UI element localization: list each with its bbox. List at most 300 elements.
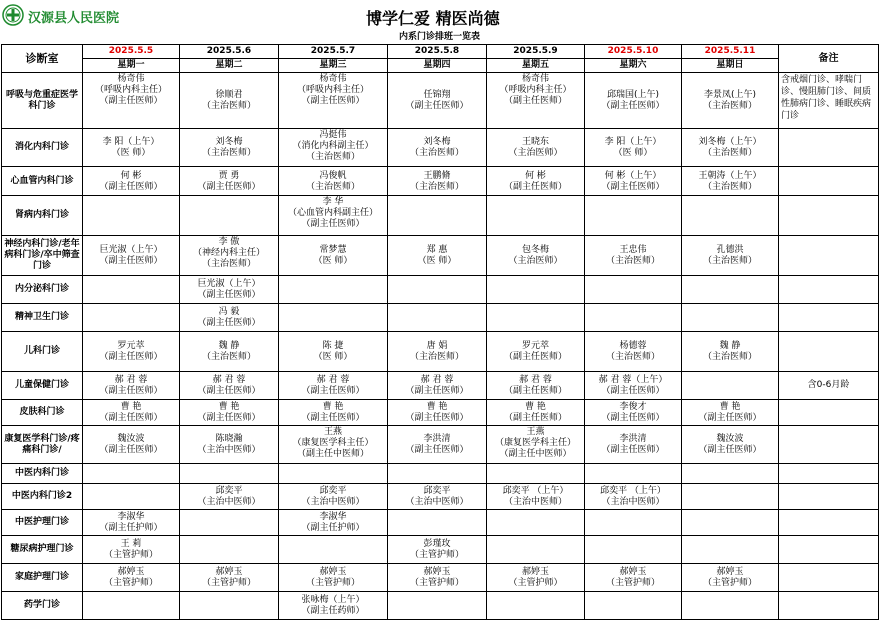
- cell-line: （主治医师）: [305, 181, 360, 192]
- schedule-cell: [83, 236, 180, 276]
- cell-line: （副主任医师）: [301, 96, 365, 106]
- schedule-cell: [279, 73, 388, 129]
- cell-line: 杨奇伟: [319, 74, 347, 84]
- schedule-cell: [180, 564, 279, 592]
- schedule-cell: [585, 536, 682, 564]
- cell-line: （主治医师）: [605, 352, 660, 362]
- schedule-cell: [682, 73, 779, 129]
- schedule-cell: [487, 129, 585, 167]
- cell-line: （副主任护师）: [99, 523, 163, 533]
- schedule-cell: [83, 592, 180, 620]
- schedule-row: [2, 73, 879, 129]
- schedule-cell: [279, 510, 388, 536]
- schedule-cell: [487, 196, 585, 236]
- schedule-cell: [682, 400, 779, 426]
- cell-line: 曹 艳: [426, 402, 448, 412]
- schedule-cell: [585, 304, 682, 332]
- schedule-cell: [682, 236, 779, 276]
- cell-line: 冯俊帆: [319, 170, 347, 181]
- dept-name: 中医护理门诊: [2, 510, 83, 536]
- weekday-header: 星期四: [388, 59, 487, 73]
- schedule-cell: [682, 129, 779, 167]
- cell-line: （副主任医师）: [301, 219, 365, 229]
- schedule-row: [2, 536, 879, 564]
- cell-line: 郝婷玉: [117, 567, 145, 577]
- cell-line: 李淑华: [117, 512, 145, 522]
- dept-name: 中医内科门诊: [2, 464, 83, 484]
- cell-line: 王 莉: [120, 539, 142, 549]
- schedule-cell: [487, 372, 585, 400]
- page-header: [0, 0, 879, 31]
- notes-cell: [779, 332, 879, 372]
- schedule-cell: [682, 464, 779, 484]
- cell-line: 罗元萃: [117, 341, 145, 351]
- weekday-header: 星期日: [682, 59, 779, 73]
- cell-line: （主治医师）: [201, 352, 256, 362]
- cell-line: （副主任医师）: [601, 386, 665, 396]
- cell-line: 曹 艳: [120, 402, 142, 412]
- schedule-row: [2, 464, 879, 484]
- schedule-cell: [585, 167, 682, 196]
- schedule-cell: [388, 236, 487, 276]
- cell-line: 王鹏脩: [423, 170, 451, 181]
- schedule-cell: [585, 129, 682, 167]
- schedule-row: [2, 236, 879, 276]
- schedule-cell: [83, 372, 180, 400]
- cell-line: （医 师）: [417, 256, 457, 266]
- cell-line: 任锦翔: [423, 90, 451, 100]
- schedule-cell: [279, 236, 388, 276]
- weekday-header: 星期三: [279, 59, 388, 73]
- schedule-cell: [682, 536, 779, 564]
- schedule-row: [2, 400, 879, 426]
- schedule-cell: [487, 400, 585, 426]
- schedule-cell: [585, 73, 682, 129]
- notes-cell: [779, 484, 879, 510]
- notes-cell: [779, 564, 879, 592]
- cell-line: 杨奇伟: [521, 74, 549, 84]
- dept-name: 儿童保健门诊: [2, 372, 83, 400]
- cell-line: 徐顺君: [215, 90, 243, 100]
- notes-cell: [779, 400, 879, 426]
- schedule-table: [1, 44, 879, 620]
- cell-line: 冯挺伟: [319, 130, 347, 140]
- cell-line: （副主任医师）: [197, 413, 261, 423]
- cell-line: 郝 君 蓉: [420, 375, 454, 385]
- schedule-title: 内系门诊排班一览表: [398, 32, 480, 42]
- cell-line: （主治医师）: [702, 101, 757, 111]
- schedule-cell: [487, 167, 585, 196]
- cell-line: （副主任医师）: [405, 445, 469, 455]
- schedule-cell: [388, 484, 487, 510]
- schedule-cell: [585, 564, 682, 592]
- dept-name: 内分泌科门诊: [2, 276, 83, 304]
- schedule-cell: [487, 236, 585, 276]
- schedule-cell: [180, 372, 279, 400]
- cell-line: 刘冬梅: [423, 137, 451, 147]
- notes-cell: [779, 592, 879, 620]
- schedule-cell: [487, 592, 585, 620]
- cell-line: （副主任医师）: [99, 181, 163, 192]
- dept-column-header: 诊断室: [2, 45, 83, 73]
- schedule-cell: [388, 167, 487, 196]
- weekday-header: 星期二: [180, 59, 279, 73]
- cell-line: 郝婷玉: [215, 567, 243, 577]
- cell-line: （副主任医师）: [301, 386, 365, 396]
- cell-line: 邱奕平: [215, 486, 243, 496]
- schedule-cell: [180, 129, 279, 167]
- cell-line: 李景凤(上午): [703, 90, 757, 100]
- cell-line: （副主任医师）: [405, 413, 469, 423]
- cell-line: 贾 勇: [218, 170, 240, 181]
- cell-line: （主治医师）: [702, 256, 757, 266]
- dept-name: 肾病内科门诊: [2, 196, 83, 236]
- cell-line: （呼吸内科主任）: [94, 85, 167, 95]
- schedule-cell: [388, 464, 487, 484]
- schedule-cell: [180, 73, 279, 129]
- schedule-row: [2, 510, 879, 536]
- cell-line: （主治医师）: [409, 181, 464, 192]
- schedule-cell: [487, 73, 585, 129]
- cell-line: 王忠伟: [619, 245, 647, 255]
- cell-line: 郝 君 蓉（上午）: [598, 375, 668, 385]
- cell-line: （副主任医师）: [99, 445, 163, 455]
- schedule-cell: [585, 426, 682, 464]
- cell-line: 何 彬: [120, 170, 142, 181]
- schedule-cell: [585, 372, 682, 400]
- schedule-cell: [487, 304, 585, 332]
- schedule-cell: [83, 400, 180, 426]
- notes-cell: 含戒烟门诊、哮喘门诊、慢阻肺门诊、间质性肺病门诊、睡眠疾病门诊: [779, 73, 879, 129]
- schedule-cell: [279, 304, 388, 332]
- schedule-cell: [180, 536, 279, 564]
- cell-line: 巨光淑（上午）: [197, 279, 261, 289]
- schedule-cell: [487, 536, 585, 564]
- dept-name: 神经内科门诊/老年病科门诊/卒中筛查门诊: [2, 236, 83, 276]
- cell-line: 邱瑞国(上午): [606, 90, 660, 100]
- schedule-cell: [388, 400, 487, 426]
- schedule-cell: [83, 464, 180, 484]
- cell-line: （主治中医师）: [601, 497, 665, 507]
- schedule-cell: [279, 464, 388, 484]
- schedule-row: [2, 276, 879, 304]
- cell-line: 王燕: [526, 427, 545, 437]
- schedule-cell: [180, 400, 279, 426]
- dept-name: 糖尿病护理门诊: [2, 536, 83, 564]
- cell-line: 刘冬梅（上午）: [698, 137, 762, 147]
- cell-line: （心血管内科副主任）: [287, 208, 378, 218]
- dept-name: 中医内科门诊2: [2, 484, 83, 510]
- cell-line: 郝婷玉: [319, 567, 347, 577]
- cell-line: （副主任医师）: [601, 101, 665, 111]
- schedule-cell: [388, 372, 487, 400]
- schedule-cell: [279, 372, 388, 400]
- cell-line: 郑 惠: [426, 245, 448, 255]
- schedule-cell: [585, 484, 682, 510]
- cell-line: （呼吸内科主任）: [499, 85, 572, 95]
- cell-line: 罗元萃: [521, 341, 549, 351]
- schedule-cell: [682, 592, 779, 620]
- schedule-cell: [83, 196, 180, 236]
- schedule-cell: [180, 484, 279, 510]
- notes-cell: [779, 276, 879, 304]
- cell-line: 邱奕平 （上午）: [502, 486, 569, 496]
- schedule-cell: [487, 426, 585, 464]
- schedule-cell: [585, 510, 682, 536]
- cell-line: （主治医师）: [702, 181, 757, 192]
- schedule-cell: [83, 536, 180, 564]
- dept-name: 康复医学科门诊/疼痛科门诊/: [2, 426, 83, 464]
- cell-line: 包冬梅: [521, 245, 549, 255]
- cell-line: （副主任医师）: [301, 413, 365, 423]
- dept-name: 精神卫生门诊: [2, 304, 83, 332]
- schedule-cell: [388, 536, 487, 564]
- schedule-cell: [682, 426, 779, 464]
- schedule-cell: [180, 236, 279, 276]
- cell-line: 曹 艳: [525, 402, 546, 412]
- cell-line: 李 傲: [218, 237, 240, 247]
- schedule-cell: [388, 129, 487, 167]
- cell-line: （主管护师）: [305, 578, 360, 588]
- schedule-cell: [180, 167, 279, 196]
- schedule-cell: [180, 304, 279, 332]
- cell-line: 陈晓瀚: [215, 434, 243, 444]
- cell-line: 王燕: [323, 427, 342, 437]
- cell-line: （副主任医师）: [601, 445, 665, 455]
- cell-line: （主治医师）: [409, 352, 464, 362]
- cell-line: （主治医师）: [508, 148, 563, 158]
- cell-line: （主管护师）: [409, 550, 464, 560]
- cell-line: （主管护师）: [103, 550, 158, 560]
- page-motto: 博学仁爱 精医尚德: [366, 9, 500, 28]
- schedule-cell: [180, 464, 279, 484]
- cell-line: （康复医学科主任）: [292, 438, 374, 448]
- schedule-cell: [682, 510, 779, 536]
- schedule-cell: [83, 276, 180, 304]
- cell-line: 孔德洪: [716, 245, 744, 255]
- schedule-cell: [180, 592, 279, 620]
- cell-line: 陈 捷: [322, 341, 344, 351]
- schedule-cell: [585, 236, 682, 276]
- cell-line: 郝婷玉: [716, 567, 744, 577]
- notes-cell: [779, 464, 879, 484]
- schedule-cell: [487, 464, 585, 484]
- cell-line: 曹 艳: [218, 402, 240, 412]
- schedule-cell: [388, 426, 487, 464]
- schedule-cell: [279, 426, 388, 464]
- schedule-cell: [487, 564, 585, 592]
- cell-line: 曹 艳: [322, 402, 344, 412]
- schedule-cell: [585, 464, 682, 484]
- cell-line: 李俊才: [619, 402, 647, 412]
- schedule-cell: [83, 129, 180, 167]
- cell-line: 邱奕平: [319, 486, 347, 496]
- cell-line: （副主任中医师）: [296, 449, 369, 459]
- cell-line: （主治中医师）: [197, 445, 261, 455]
- cell-line: （医 师）: [313, 256, 353, 266]
- cell-line: （主治医师）: [305, 152, 360, 162]
- schedule-cell: [585, 400, 682, 426]
- schedule-row: [2, 564, 879, 592]
- cell-line: 郝婷玉: [521, 567, 549, 577]
- schedule-cell: [585, 276, 682, 304]
- schedule-row: [2, 304, 879, 332]
- cell-line: 常梦慧: [319, 245, 347, 255]
- cell-line: （主治中医师）: [301, 497, 365, 507]
- cell-line: 何 彬（上午）: [604, 170, 662, 181]
- schedule-cell: [487, 332, 585, 372]
- weekday-header: 星期五: [487, 59, 585, 73]
- notes-cell: [779, 129, 879, 167]
- cell-line: （医 师）: [613, 148, 653, 158]
- cell-line: 李 阳（上午）: [102, 137, 160, 147]
- schedule-cell: [279, 196, 388, 236]
- schedule-cell: [180, 196, 279, 236]
- cell-line: 冯 毅: [218, 307, 240, 317]
- schedule-cell: [279, 564, 388, 592]
- cell-line: （主治中医师）: [405, 497, 469, 507]
- schedule-row: [2, 426, 879, 464]
- cell-line: （副主任医师）: [197, 290, 261, 300]
- schedule-row: [2, 129, 879, 167]
- schedule-cell: [682, 304, 779, 332]
- cell-line: （副主任医师）: [601, 181, 665, 192]
- dept-name: 家庭护理门诊: [2, 564, 83, 592]
- cell-line: （副主任医师）: [503, 96, 567, 106]
- hospital-logo-icon: [2, 4, 24, 26]
- date-header: 2025.5.11: [682, 45, 779, 59]
- schedule-cell: [279, 400, 388, 426]
- notes-cell: [779, 196, 879, 236]
- notes-cell: [779, 536, 879, 564]
- schedule-cell: [487, 484, 585, 510]
- schedule-cell: [180, 276, 279, 304]
- cell-line: （主治中医师）: [197, 497, 261, 507]
- notes-cell: [779, 167, 879, 196]
- notes-cell: [779, 426, 879, 464]
- cell-line: 李 阳（上午）: [604, 137, 662, 147]
- date-header: 2025.5.5: [83, 45, 180, 59]
- cell-line: （副主任医师）: [698, 413, 762, 423]
- schedule-cell: [279, 129, 388, 167]
- notes-cell: [779, 236, 879, 276]
- cell-line: （主管护师）: [508, 578, 563, 588]
- schedule-cell: [83, 167, 180, 196]
- schedule-cell: [388, 564, 487, 592]
- cell-line: （副主任医师）: [197, 318, 261, 328]
- schedule-row: [2, 484, 879, 510]
- schedule-cell: [83, 332, 180, 372]
- cell-line: 李洪清: [619, 434, 647, 444]
- cell-line: 郝婷玉: [619, 567, 647, 577]
- cell-line: （副主任医师）: [698, 445, 762, 455]
- weekday-header: 星期六: [585, 59, 682, 73]
- cell-line: （主管护师）: [605, 578, 660, 588]
- schedule-row: [2, 592, 879, 620]
- dept-name: 药学门诊: [2, 592, 83, 620]
- cell-line: （主管护师）: [201, 578, 256, 588]
- cell-line: （副主任医师）: [99, 386, 163, 396]
- schedule-cell: [682, 484, 779, 510]
- cell-line: （副主任医师）: [503, 413, 567, 423]
- cell-line: （副主任医师）: [405, 386, 469, 396]
- cell-line: 郝婷玉: [423, 567, 451, 577]
- header-date-row: [2, 45, 879, 59]
- cell-line: （副主任医师）: [405, 101, 469, 111]
- schedule-cell: [682, 564, 779, 592]
- cell-line: （主管护师）: [409, 578, 464, 588]
- notes-cell: [779, 510, 879, 536]
- schedule-cell: [388, 73, 487, 129]
- date-header: 2025.5.6: [180, 45, 279, 59]
- cell-line: 杨德蓉: [619, 341, 647, 351]
- cell-line: （副主任医师）: [99, 256, 163, 266]
- cell-line: （副主任医师）: [99, 96, 163, 106]
- schedule-row: [2, 167, 879, 196]
- cell-line: 邱奕平 （上午）: [600, 486, 666, 496]
- schedule-cell: [83, 484, 180, 510]
- cell-line: 李 华: [322, 197, 344, 207]
- schedule-cell: [388, 304, 487, 332]
- cell-line: 唐 娟: [426, 341, 448, 351]
- schedule-cell: [83, 426, 180, 464]
- schedule-cell: [279, 276, 388, 304]
- cell-line: （主治医师）: [702, 148, 757, 158]
- cell-line: 李淑华: [319, 512, 347, 522]
- schedule-cell: [388, 332, 487, 372]
- cell-line: （副主任医师）: [197, 386, 261, 396]
- cell-line: 魏 静: [218, 341, 240, 351]
- cell-line: 巨光淑（上午）: [99, 245, 163, 255]
- date-header: 2025.5.9: [487, 45, 585, 59]
- cell-line: 郝 君 蓉: [212, 375, 246, 385]
- cell-line: 邱奕平: [423, 486, 451, 496]
- schedule-cell: [279, 536, 388, 564]
- cell-line: （副主任医师）: [503, 352, 567, 362]
- cell-line: （副主任药师）: [301, 606, 365, 616]
- cell-line: （医 师）: [313, 352, 353, 362]
- schedule-cell: [388, 592, 487, 620]
- cell-line: （主治医师）: [605, 256, 660, 266]
- cell-line: （医 师）: [111, 148, 151, 158]
- cell-line: 何 彬: [525, 170, 546, 181]
- cell-line: （主治医师）: [201, 101, 256, 111]
- schedule-cell: [487, 510, 585, 536]
- schedule-cell: [585, 196, 682, 236]
- cell-line: （呼吸内科主任）: [296, 85, 369, 95]
- schedule-cell: [682, 276, 779, 304]
- cell-line: （副主任护师）: [301, 523, 365, 533]
- schedule-cell: [279, 167, 388, 196]
- cell-line: 魏汝波: [716, 434, 744, 444]
- cell-line: 彭瑾玫: [423, 539, 451, 549]
- dept-name: 呼吸与危重症医学科门诊: [2, 73, 83, 129]
- notes-column-header: 备注: [779, 45, 879, 73]
- dept-name: 皮肤科门诊: [2, 400, 83, 426]
- cell-line: 李洪清: [423, 434, 451, 444]
- schedule-cell: [487, 276, 585, 304]
- schedule-cell: [682, 167, 779, 196]
- cell-line: （副主任医师）: [601, 413, 665, 423]
- cell-line: （神经内科主任）: [192, 248, 265, 258]
- schedule-row: [2, 372, 879, 400]
- schedule-cell: [388, 196, 487, 236]
- schedule-cell: [682, 196, 779, 236]
- cell-line: （主管护师）: [702, 578, 757, 588]
- date-header: 2025.5.8: [388, 45, 487, 59]
- dept-name: 消化内科门诊: [2, 129, 83, 167]
- cell-line: （副主任医师）: [503, 181, 567, 192]
